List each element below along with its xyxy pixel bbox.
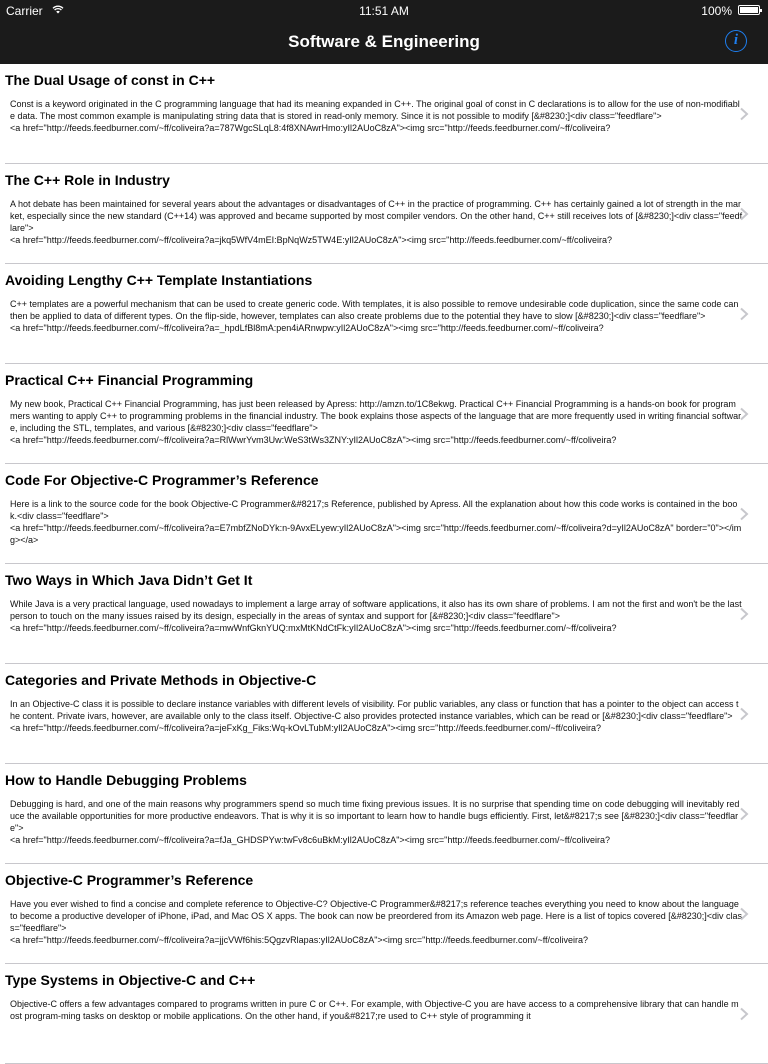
article-row[interactable] (0, 364, 768, 464)
info-icon[interactable]: i (725, 30, 747, 52)
chevron-right-icon (737, 107, 751, 121)
article-row[interactable] (0, 664, 768, 764)
article-summary: C++ templates are a powerful mechanism that can be used to create generic code. With templates, it is also possible to remove undesirable code duplication, since the same code can then be applied to data of different types. On the flip-side, however, templates can also create problems due to the potential they have to slow [&#8230;]<div class="feedflare"> <a href="http://feeds.feedburner.com/~ff/coliveira?a=_hpdLfBl8mA:pen4iARnwpw:yIl2AUoC8zA"><img src="http://feeds.feedburner.com/~ff/coliveira? (10, 299, 739, 333)
article-summary: In an Objective-C class it is possible to declare instance variables with different levels of visibility. For public variables, any class or function that has a pointer to the object can access the content. Private ivars, however, are available only to the class itself. Objective-C also provides protected instance variables, which can be read or [&#8230;]<div class="feedflare"> <a href="http://feeds.feedburner.com/~ff/coliveira?a=jeFxKg_Fiks:Wq-kOvLTubM:yIl2AUoC8zA"><img src="http://feeds.feedburner.com/~ff/coliveira? (10, 699, 739, 733)
article-title: Avoiding Lengthy C++ Template Instantiations (5, 272, 313, 288)
article-title: How to Handle Debugging Problems (5, 772, 247, 788)
page-title: Software & Engineering (288, 32, 480, 51)
chevron-right-icon (737, 907, 751, 921)
article-title: Objective-C Programmer’s Reference (5, 872, 254, 888)
chevron-right-icon (737, 307, 751, 321)
chevron-right-icon (737, 707, 751, 721)
article-summary: My new book, Practical C++ Financial Programming, has just been released by Apress: http://amzn.to/1C8ekwg. Practical C++ Financial Programming is a hands-on book for programmers wanting to apply C++ to programming problems in the financial industry. The book explains those aspects of the language that are more frequently used in writing financial software, including the STL, templates, and various [&#8230;]<div class="feedflare"> <a href="http://feeds.feedburner.com/~ff/coliveira?a=RlWwrYvm3Uw:WeS3tWs3ZNY:yIl2AUoC8zA"><img src="http://feeds.feedburner.com/~ff/coliveira? (10, 399, 742, 445)
article-row[interactable] (0, 64, 768, 164)
battery-percent: 100% (701, 4, 732, 18)
status-bar (0, 0, 768, 20)
article-summary: While Java is a very practical language, used nowadays to implement a large array of software applications, it also has its own share of problems. I am not the first and won't be the last person to touch on the many issues raised by its design, especially in the areas of syntax and support for [&#8230;]<div class="feedflare"> <a href="http://feeds.feedburner.com/~ff/coliveira?a=mwWnfGknYUQ:mxMtKNdCtFk:yIl2AUoC8zA"><img src="http://feeds.feedburner.com/~ff/coliveira? (10, 599, 742, 633)
article-title: The Dual Usage of const in C++ (5, 72, 216, 88)
article-list (0, 64, 768, 1024)
article-title: Two Ways in Which Java Didn’t Get It (5, 572, 253, 588)
article-summary: Debugging is hard, and one of the main reasons why programmers spend so much time fixing previous issues. It is no surprise that spending time on code debugging will inevitably reduce the available opportunities for more productive endeavors. That is why it is so important to learn how to handle bugs efficiently. First, let&#8217;s see [&#8230;]<div class="feedflare"> <a href="http://feeds.feedburner.com/~ff/coliveira?a=fJa_GHDSPYw:twFv8c6uBkM:yIl2AUoC8zA"><img src="http://feeds.feedburner.com/~ff/coliveira? (10, 799, 740, 845)
article-title: Practical C++ Financial Programming (5, 372, 254, 388)
battery-icon (738, 5, 760, 15)
article-row[interactable] (0, 964, 768, 1064)
navigation-bar (0, 20, 768, 64)
chevron-right-icon (737, 407, 751, 421)
article-row[interactable] (0, 464, 768, 564)
article-row[interactable] (0, 864, 768, 964)
chevron-right-icon (737, 207, 751, 221)
article-row[interactable] (0, 764, 768, 864)
article-summary: Here is a link to the source code for the book Objective-C Programmer&#8217;s Reference, published by Apress. All the explanation about how this code works is contained in the book.<div class="feedflare"> <a href="http://feeds.feedburner.com/~ff/coliveira?a=E7mbfZNoDYk:n-9AvxELyew:yIl2AUoC8zA"><img src="http://feeds.feedburner.com/~ff/coliveira?d=yIl2AUoC8zA" border="0"></img></a> (10, 499, 742, 545)
article-title: The C++ Role in Industry (5, 172, 170, 188)
chevron-right-icon (737, 1007, 751, 1021)
article-row[interactable] (0, 164, 768, 264)
article-title: Type Systems in Objective-C and C++ (5, 972, 256, 988)
carrier-label: Carrier (6, 4, 43, 18)
article-summary: A hot debate has been maintained for several years about the advantages or disadvantages of C++ in the practice of programming. C++ has certainly gained a lot of strength in the market, especially since the new standard (C++14) was approved and became supported by most compiler vendors. On the other hand, C++ still receives lots of [&#8230;]<div class="feedflare"> <a href="http://feeds.feedburner.com/~ff/coliveira?a=jkq5WfV4mEI:BpNqWz5TW4E:yIl2AUoC8zA"><img src="http://feeds.feedburner.com/~ff/coliveira? (10, 199, 743, 245)
article-summary: Have you ever wished to find a concise and complete reference to Objective-C? Objective-C Programmer&#8217;s reference teaches everything you need to know about the language to become a productive developer of iPhone, iPad, and Mac OS X apps. The book can now be preordered from its Amazon web page. Here is a list of topics covered [&#8230;]<div class="feedflare"> <a href="http://feeds.feedburner.com/~ff/coliveira?a=jjcVWf6his:5QgzvRlapas:yIl2AUoC8zA"><img src="http://feeds.feedburner.com/~ff/coliveira? (10, 899, 743, 945)
status-time: 11:51 AM (359, 4, 409, 18)
article-title: Categories and Private Methods in Objective-C (5, 672, 317, 688)
chevron-right-icon (737, 507, 751, 521)
chevron-right-icon (737, 607, 751, 621)
article-summary: Objective-C offers a few advantages compared to programs written in pure C or C++. For example, with Objective-C you are have access to a comprehensive library that can handle most program-ming tasks on desktop or mobile applications. On the other hand, if you&#8217;re used to C++ style of programming it (10, 999, 739, 1021)
article-row[interactable] (0, 564, 768, 664)
article-title: Code For Objective-C Programmer’s Reference (5, 472, 319, 488)
chevron-right-icon (737, 807, 751, 821)
article-row[interactable] (0, 264, 768, 364)
article-summary: Const is a keyword originated in the C programming language that had its meaning expanded in C++. The original goal of const in C declarations is to allow for the use of non-modifiable data. The most common example is manipulating string data that is stored in read-only memory. Since it is not possible to modify [&#8230;]<div class="feedflare"> <a href="http://feeds.feedburner.com/~ff/coliveira?a=787WgcSLqL8:4f8XNAwrHmo:yIl2AUoC8zA"><img src="http://feeds.feedburner.com/~ff/coliveira? (10, 99, 740, 133)
